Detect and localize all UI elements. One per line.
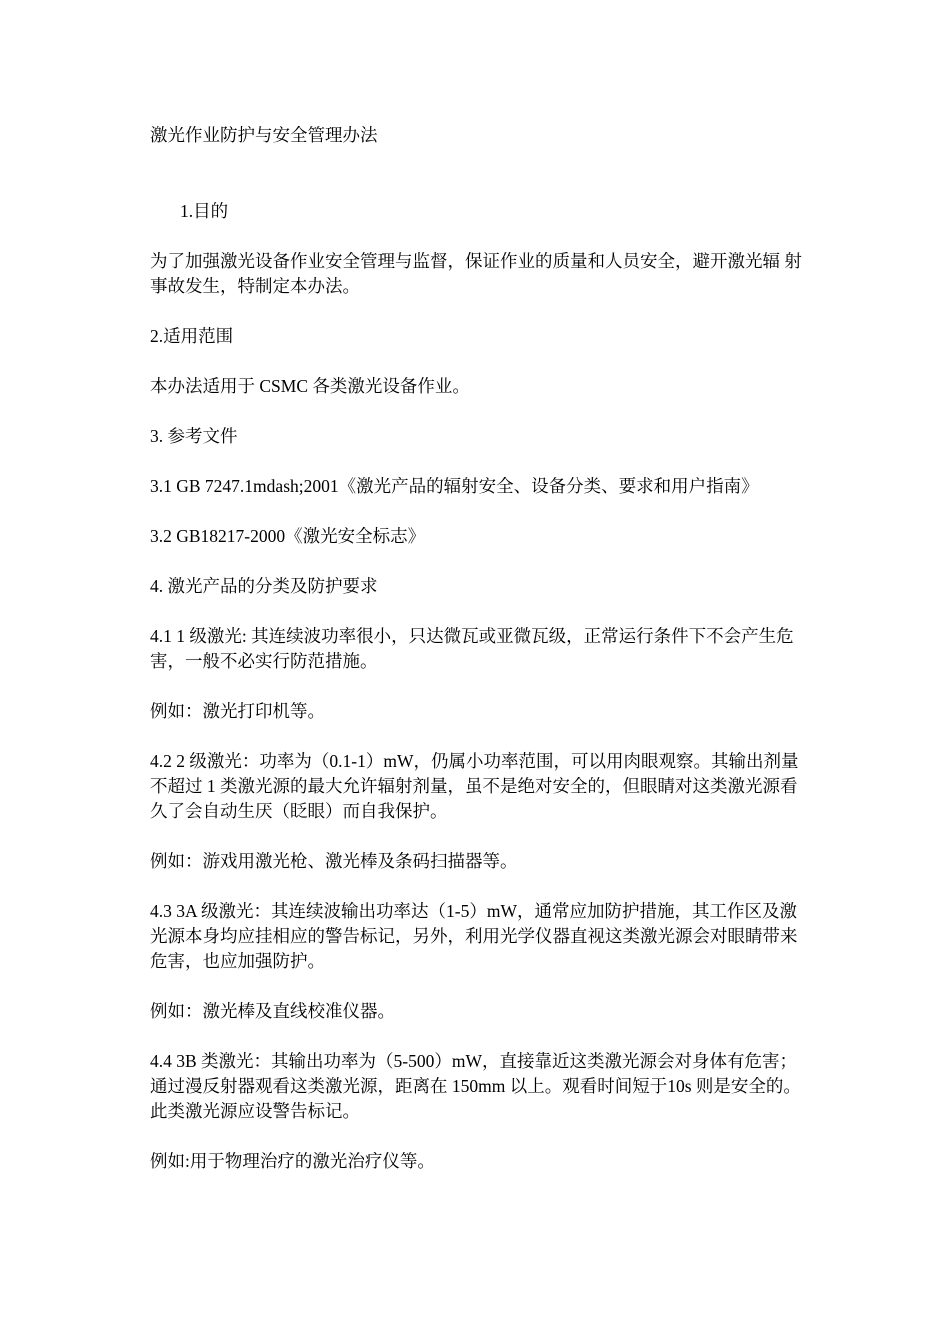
class-4-3-example: 例如：激光棒及直线校准仪器。 — [150, 1001, 395, 1021]
reference-3-1: 3.1 GB 7247.1mdash;2001《激光产品的辐射安全、设备分类、要求和用户指南》 — [150, 476, 759, 496]
reference-3-2: 3.2 GB18217-2000《激光安全标志》 — [150, 526, 426, 546]
document-title: 激光作业防护与安全管理办法 — [150, 125, 378, 145]
class-4-2-example: 例如：游戏用激光枪、激光棒及条码扫描器等。 — [150, 851, 518, 871]
class-4-2-text: 4.2 2 级激光：功率为（0.1-1）mW，仍属小功率范围，可以用肉眼观察。其输出剂量不超过 1 类激光源的最大允许辐射剂量，虽不是绝对安全的，但眼睛对这类激光源看久了会自动生厌（眨眼）而自我保护。 — [150, 751, 799, 821]
class-4-1-text: 4.1 1 级激光: 其连续波功率很小，只达微瓦或亚微瓦级，正常运行条件下不会产生危害，一般不必实行防范措施。 — [150, 626, 794, 671]
section-1-heading: 1.目的 — [180, 201, 229, 221]
class-4-1-example: 例如：激光打印机等。 — [150, 701, 325, 721]
class-4-4-text: 4.4 3B 类激光：其输出功率为（5-500）mW，直接靠近这类激光源会对身体有危害；通过漫反射器观看这类激光源，距离在 150mm 以上。观看时间短于10s 则是安全的。此类激光源应设警告标记。 — [150, 1051, 801, 1121]
section-2-heading: 2.适用范围 — [150, 326, 234, 346]
section-1-body: 为了加强激光设备作业安全管理与监督，保证作业的质量和人员安全，避开激光辐 射事故发生，特制定本办法。 — [150, 251, 802, 296]
section-2-body: 本办法适用于 CSMC 各类激光设备作业。 — [150, 376, 470, 396]
section-4-heading: 4. 激光产品的分类及防护要求 — [150, 576, 378, 596]
class-4-3-text: 4.3 3A 级激光：其连续波输出功率达（1-5）mW，通常应加防护措施，其工作区及激光源本身均应挂相应的警告标记，另外，利用光学仪器直视这类激光源会对眼睛带来危害，也应加强防护。 — [150, 901, 798, 971]
document-content — [150, 123, 805, 1174]
section-3-heading: 3. 参考文件 — [150, 426, 238, 446]
class-4-4-example: 例如:用于物理治疗的激光治疗仪等。 — [150, 1151, 435, 1171]
